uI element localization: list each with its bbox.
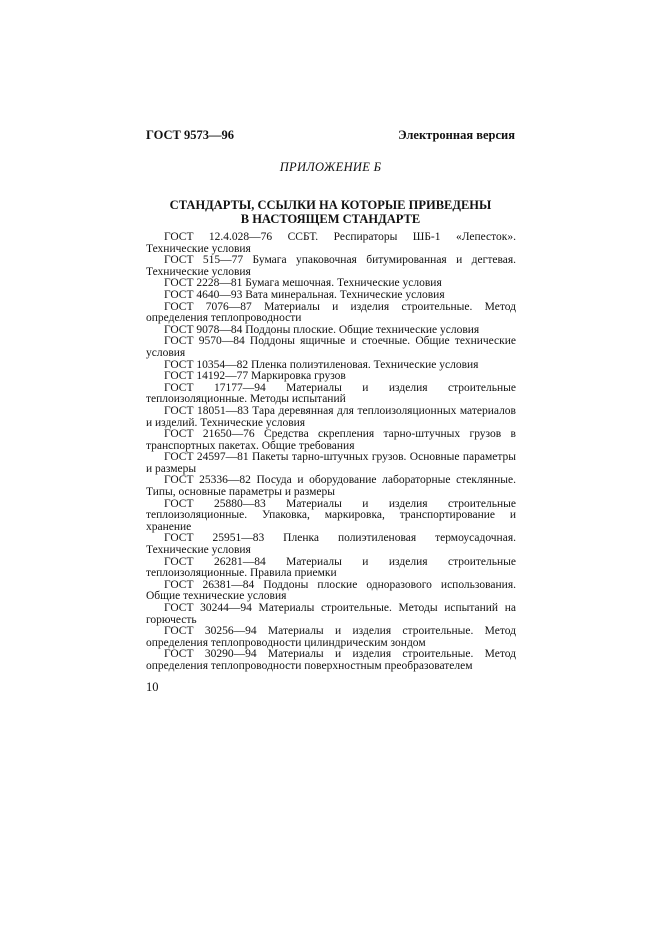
reference-item: ГОСТ 26281—84 Материалы и изделия строительные теплоизоляционные. Правила приемки	[146, 555, 516, 580]
electronic-version-label: Электронная версия	[398, 128, 515, 142]
reference-item: ГОСТ 515—77 Бумага упаковочная битумированная и дегтевая. Технические условия	[146, 254, 516, 278]
reference-item: ГОСТ 30244—94 Материалы строительные. Методы испытаний на горючесть	[146, 602, 516, 626]
reference-item: ГОСТ 30290—94 Материалы и изделия строительные. Метод определения теплопроводности поверхностным преобразователем	[146, 648, 516, 672]
reference-item: ГОСТ 24597—81 Пакеты тарно-штучных грузов. Основные параметры и размеры	[146, 451, 516, 475]
reference-item: ГОСТ 26381—84 Поддоны плоские одноразового использования. Общие технические условия	[146, 578, 516, 603]
reference-item: ГОСТ 7076—87 Материалы и изделия строительные. Метод определения теплопроводности	[146, 300, 516, 325]
reference-item: ГОСТ 4640—93 Вата минеральная. Технические условия	[164, 288, 445, 301]
appendix-label: ПРИЛОЖЕНИЕ Б	[279, 160, 382, 174]
section-title-line-1: СТАНДАРТЫ, ССЫЛКИ НА КОТОРЫЕ ПРИВЕДЕНЫ	[169, 198, 492, 212]
section-title	[146, 198, 515, 226]
reference-item: ГОСТ 25880—83 Материалы и изделия строительные теплоизоляционные. Упаковка, маркировка, транспортирование и хранение	[146, 497, 516, 533]
page-number: 10	[146, 680, 159, 694]
reference-item: ГОСТ 30256—94 Материалы и изделия строительные. Метод определения теплопроводности цилиндрическим зондом	[146, 625, 516, 649]
section-title-line-2: В НАСТОЯЩЕМ СТАНДАРТЕ	[240, 212, 421, 226]
reference-item: ГОСТ 25336—82 Посуда и оборудование лабораторные стеклянные. Типы, основные параметры и размеры	[146, 474, 516, 499]
reference-item: ГОСТ 14192—77 Маркировка грузов	[164, 370, 346, 383]
reference-item: ГОСТ 17177—94 Материалы и изделия строительные теплоизоляционные. Методы испытаний	[146, 381, 516, 406]
reference-item: ГОСТ 12.4.028—76 ССБТ. Респираторы ШБ-1 «Лепесток». Технические условия	[146, 231, 516, 255]
reference-item: ГОСТ 9078—84 Поддоны плоские. Общие технические условия	[164, 323, 480, 336]
reference-item: ГОСТ 18051—83 Тара деревянная для теплоизоляционных материалов и изделий. Технические условия	[146, 404, 516, 429]
reference-item: ГОСТ 9570—84 Поддоны ящичные и стоечные. Общие технические условия	[146, 335, 516, 359]
reference-list	[146, 232, 516, 673]
reference-item: ГОСТ 10354—82 Пленка полиэтиленовая. Технические условия	[164, 358, 479, 371]
reference-item: ГОСТ 2228—81 Бумага мешочная. Технические условия	[164, 277, 442, 290]
reference-item: ГОСТ 25951—83 Пленка полиэтиленовая термоусадочная. Технические условия	[146, 532, 516, 557]
reference-item: ГОСТ 21650—76 Средства скрепления тарно-штучных грузов в транспортных пакетах. Общие требования	[146, 428, 516, 452]
document-code: ГОСТ 9573—96	[146, 128, 235, 142]
